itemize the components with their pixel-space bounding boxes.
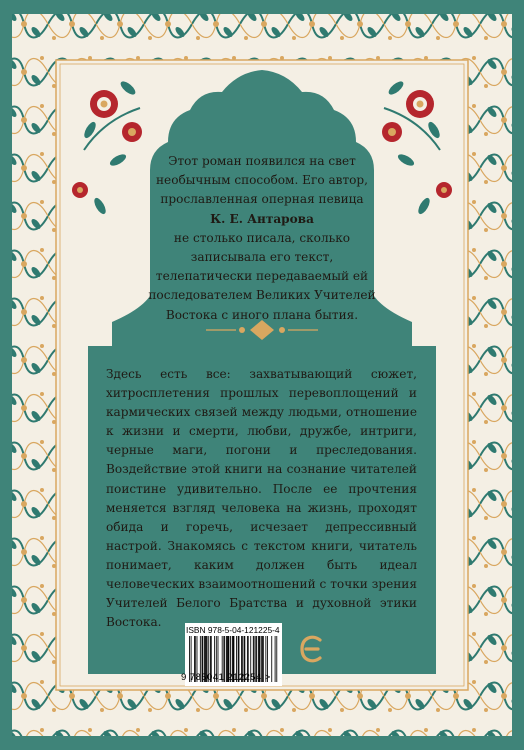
description-paragraph: Здесь есть все: захватывающий сюжет, хитросплетения прошлых перевоплощений и кармических связей между людьми, отношение к жизни и смерти, любви, дружбе, интриги, черные маги, погони и преследования. Воздействие этой книги на сознание читателей поистине удивительно. После ее прочтения меняется взгляд человека на жизнь, проходят обида и горечь, исчезает депрессивный настрой. Знакомясь с текстом книги, читатель понимает, каким должен быть идеал человеческих взаимоотношений с точки зрения Учителей Белого Братства и духовной этики Востока.: [106, 367, 417, 630]
intro-line: Этот роман появился на свет: [168, 154, 356, 168]
intro-line: прославленная оперная певица: [160, 192, 364, 207]
isbn-text: ISBN 978-5-04-121225-4: [186, 625, 280, 635]
intro-line: необычным способом. Его автор,: [155, 173, 369, 188]
barcode-bar: [276, 636, 277, 682]
intro-line: не столько писала, сколько: [173, 230, 351, 245]
barcode-bar: [271, 636, 272, 682]
eksmo-logo: [298, 632, 326, 666]
barcode-bar: [275, 636, 276, 682]
intro-line: последователем Великих Учителей: [148, 288, 376, 303]
author-name: К. Е. Антарова: [210, 211, 314, 226]
intro-line: записывала его текст,: [190, 250, 334, 265]
barcode-digits: 9 785041 212254 >: [181, 672, 271, 683]
intro-line: Востока с иного плана бытия.: [165, 307, 359, 322]
intro-line: телепатически передаваемый ей: [155, 269, 369, 284]
intro-text: [120, 152, 404, 325]
